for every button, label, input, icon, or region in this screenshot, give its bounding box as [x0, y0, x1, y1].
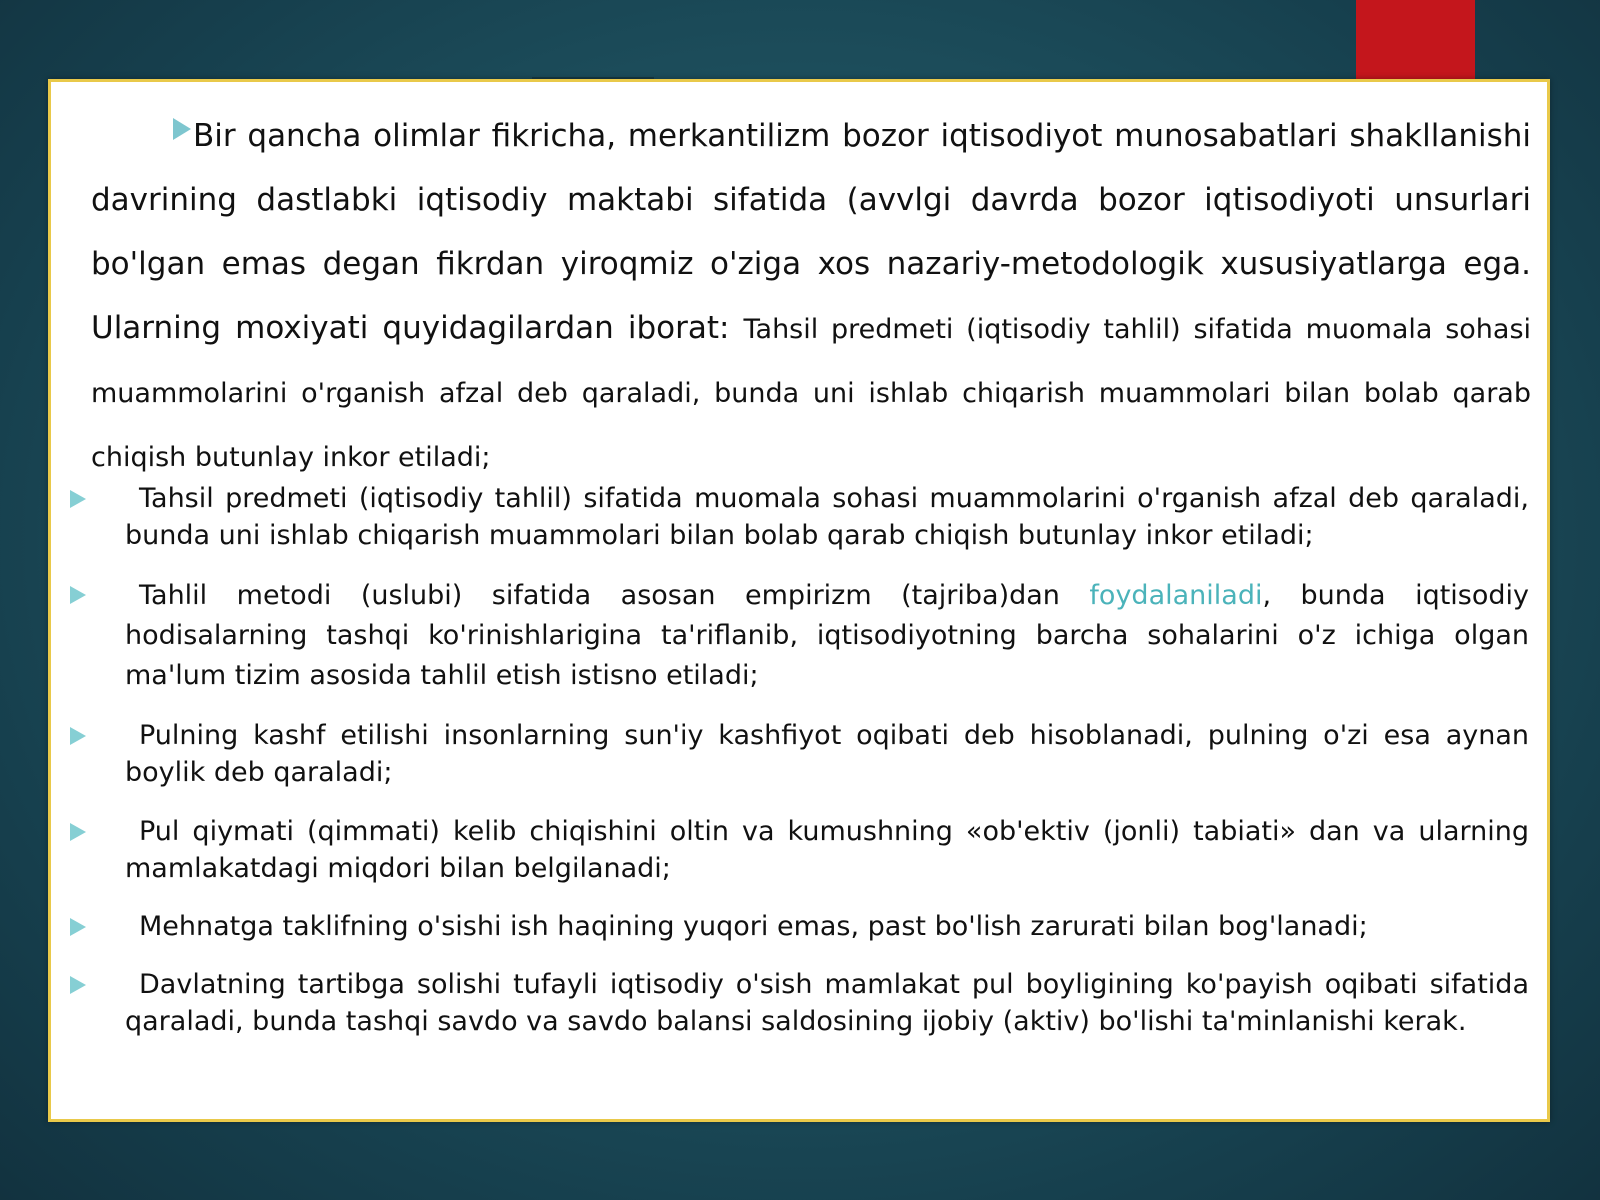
list-item — [51, 717, 1547, 791]
list-item — [51, 576, 1547, 696]
bullet-text: Pulning kashf etilishi insonlarning sun'iy kashfiyot oqibati deb hisoblanadi, pulning o'zi esa aynan boylik deb qaraladi; — [125, 720, 1529, 788]
slide-content-frame — [48, 79, 1550, 1122]
bullet-text-part: , bunda iqtisodiy hodisalarning tashqi ko'rinishlarigina ta'riflanib, iqtisodiyotning barcha sohalarini o'z ichiga olgan ma'lum tizim asosida tahlil etish istisno etiladi; — [125, 580, 1530, 691]
bullet-text: Mehnatga taklifning o'sishi ish haqining yuqori emas, past bo'lish zarurati bilan bog'lanadi; — [139, 911, 1368, 942]
list-item — [51, 908, 1547, 945]
list-item — [51, 966, 1547, 1040]
bullet-text-part: Tahlil metodi (uslubi) sifatida asosan empirizm (tajriba)dan — [139, 580, 1060, 611]
bullet-text: Pul qiymati (qimmati) kelib chiqishini oltin va kumushning «ob'ektiv (jonli) tabiati» dan va ularning mamlakatdagi miqdori bilan belgilanadi; — [125, 816, 1529, 884]
triangle-arrow-icon — [70, 976, 86, 994]
triangle-arrow-icon — [70, 490, 86, 508]
foydalaniladi-link[interactable]: foydalaniladi — [1089, 580, 1263, 611]
triangle-arrow-icon — [173, 118, 191, 140]
triangle-arrow-icon — [70, 586, 86, 604]
triangle-arrow-icon — [70, 727, 86, 745]
intro-paragraph — [91, 104, 1531, 488]
intro-tail-text: Tahsil predmeti (iqtisodiy tahlil) sifatida muomala sohasi muammolarini o'rganish afzal deb qaraladi, bunda uni ishlab chiqarish muammolari bilan bolab qarab chiqish butunlay inkor etiladi; — [91, 314, 1532, 473]
triangle-arrow-icon — [70, 823, 86, 841]
bullet-text: Tahsil predmeti (iqtisodiy tahlil) sifatida muomala sohasi muammolarini o'rganish afzal deb qaraladi, bunda uni ishlab chiqarish muammolari bilan bolab qarab chiqish butunlay inkor etiladi; — [125, 483, 1529, 551]
triangle-arrow-icon — [70, 918, 86, 936]
bullet-list — [51, 480, 1547, 1040]
red-accent-bar — [1356, 0, 1475, 84]
list-item — [51, 813, 1547, 887]
bullet-text: Davlatning tartibga solishi tufayli iqtisodiy o'sish mamlakat pul boyligining ko'payish oqibati sifatida qaraladi, bunda tashqi savdo va savdo balansi saldosining ijobiy (aktiv) bo'lishi ta'minlanishi kerak. — [125, 969, 1529, 1037]
bullet-text — [125, 576, 1529, 696]
intro-main-text: Bir qancha olimlar fikricha, merkantilizm bozor iqtisodiyot munosabatlari shakllanishi davrining dastlabki iqtisodiy maktabi sifatida (avvlgi davrda bozor iqtisodiyoti unsurlari bo'lgan emas degan fikrdan yiroqmiz o'ziga xos nazariy-metodologik xususiyatlarga ega. Ularning moxiyati quyidagilardan iborat: — [91, 118, 1531, 346]
list-item — [51, 480, 1547, 554]
